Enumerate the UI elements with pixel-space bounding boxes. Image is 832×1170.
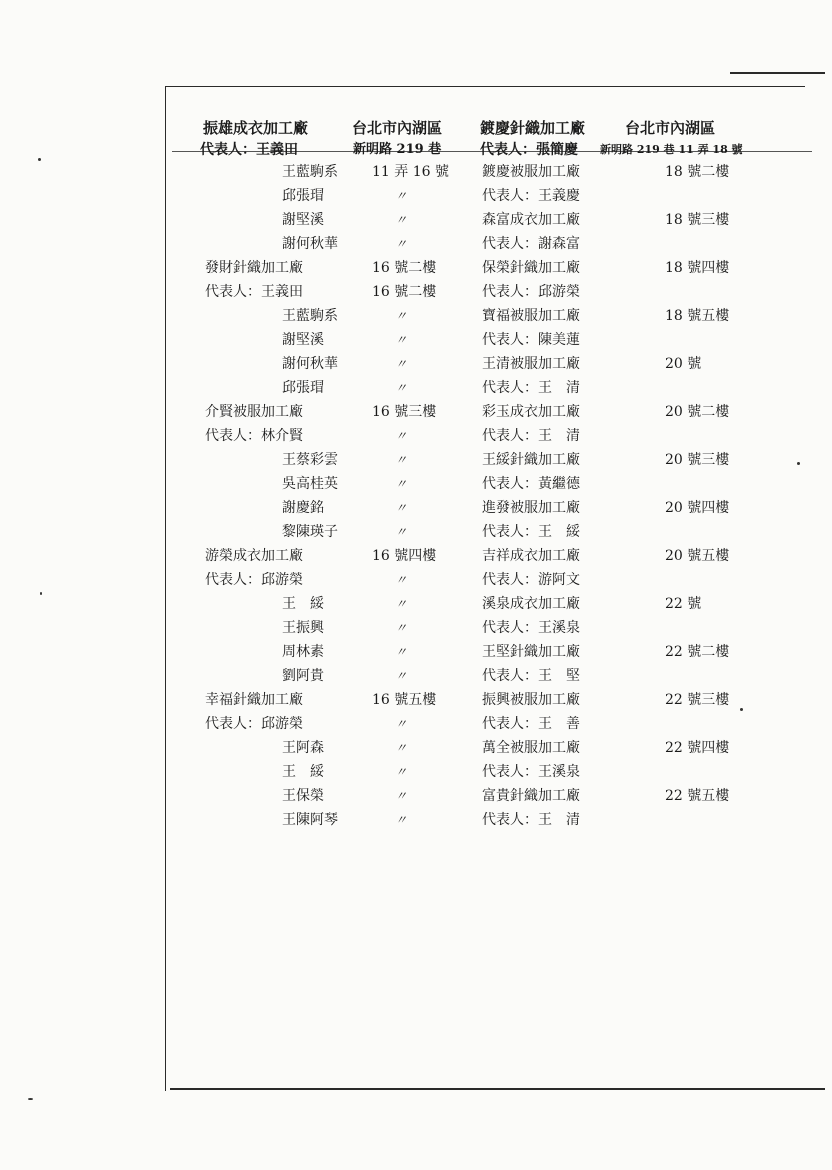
right-list-row xyxy=(0,736,832,760)
right-list-name: 代表人：王 善 xyxy=(482,716,580,732)
left-list-address: 〃 xyxy=(395,237,408,251)
left-list-name: 代表人：林介賢 xyxy=(205,428,303,444)
left-list-address: 〃 xyxy=(395,813,408,827)
right-list-address: 20 號五樓 xyxy=(665,548,730,564)
right-list-name: 吉祥成衣加工廠 xyxy=(482,548,580,564)
left-list-name: 吳高桂英 xyxy=(282,476,338,492)
right-list-name: 代表人：王溪泉 xyxy=(482,620,580,636)
left-list-name: 謝何秋華 xyxy=(282,356,338,372)
left-list-name: 介賢被服加工廠 xyxy=(205,404,303,420)
right-list-row xyxy=(0,304,832,328)
right-list-name: 振興被服加工廠 xyxy=(482,692,580,708)
left-list-address: 〃 xyxy=(395,501,408,515)
right-list-name: 王綏針織加工廠 xyxy=(482,452,580,468)
left-list-address: 〃 xyxy=(395,333,408,347)
left-list-name: 王 綏 xyxy=(282,596,324,612)
left-list-name: 王藍駒系 xyxy=(282,164,338,180)
header-left-factory: 振雄成衣加工廠 xyxy=(203,119,309,137)
left-list-name: 謝堅溪 xyxy=(282,212,324,228)
right-list-name: 代表人：王 堅 xyxy=(482,668,580,684)
right-list-address: 22 號五樓 xyxy=(665,788,730,804)
right-list-name: 代表人：王 清 xyxy=(482,380,580,396)
right-list-name: 代表人：游阿文 xyxy=(482,572,580,588)
left-list-address: 16 號五樓 xyxy=(372,692,437,708)
right-list-row xyxy=(0,760,832,784)
right-list-address: 20 號三樓 xyxy=(665,452,730,468)
left-list-name: 邱張瑁 xyxy=(282,380,324,396)
right-list-address: 18 號三樓 xyxy=(665,212,730,228)
right-list-row xyxy=(0,688,832,712)
header-row-2 xyxy=(0,138,832,162)
right-list-row xyxy=(0,280,832,304)
left-list-address: 16 號二樓 xyxy=(372,260,437,276)
left-list-name: 謝慶銘 xyxy=(282,500,324,516)
right-list-row xyxy=(0,208,832,232)
left-list-name: 王阿森 xyxy=(282,740,324,756)
right-list-name: 溪泉成衣加工廠 xyxy=(482,596,580,612)
page-border-top xyxy=(165,86,805,87)
left-list-address: 〃 xyxy=(395,429,408,443)
right-list-row xyxy=(0,352,832,376)
right-list-name: 森富成衣加工廠 xyxy=(482,212,580,228)
right-list-name: 王堅針織加工廠 xyxy=(482,644,580,660)
left-list-address: 〃 xyxy=(395,645,408,659)
right-list-row xyxy=(0,376,832,400)
left-list-name: 謝何秋華 xyxy=(282,236,338,252)
header-right-address: 新明路 219 巷 11 弄 18 號 xyxy=(600,143,743,156)
right-list-name: 代表人：謝森富 xyxy=(482,236,580,252)
left-list-address: 〃 xyxy=(395,357,408,371)
right-list-name: 進發被服加工廠 xyxy=(482,500,580,516)
left-list-name: 代表人：王義田 xyxy=(205,284,303,300)
right-list-name: 萬全被服加工廠 xyxy=(482,740,580,756)
header-left-address: 新明路 219 巷 xyxy=(353,142,442,157)
left-list-name: 代表人：邱游榮 xyxy=(205,716,303,732)
left-list-name: 周林素 xyxy=(282,644,324,660)
right-list-name: 富貴針織加工廠 xyxy=(482,788,580,804)
right-list-name: 代表人：陳美蓮 xyxy=(482,332,580,348)
left-list-name: 黎陳瑛子 xyxy=(282,524,338,540)
right-list-name: 王清被服加工廠 xyxy=(482,356,580,372)
left-list-name: 王陳阿琴 xyxy=(282,812,338,828)
right-list-row xyxy=(0,568,832,592)
right-list-row xyxy=(0,232,832,256)
right-list-name: 代表人：王義慶 xyxy=(482,188,580,204)
right-list-row xyxy=(0,592,832,616)
left-list-address: 〃 xyxy=(395,741,408,755)
scan-speck xyxy=(28,1098,33,1100)
left-list-name: 王 綏 xyxy=(282,764,324,780)
left-list-name: 王振興 xyxy=(282,620,324,636)
left-list-address: 〃 xyxy=(395,477,408,491)
header-left-rep: 代表人：王義田 xyxy=(200,142,298,158)
right-list-row xyxy=(0,520,832,544)
page-border-top-right xyxy=(730,72,825,74)
right-list-row xyxy=(0,472,832,496)
left-list-address: 〃 xyxy=(395,573,408,587)
left-list-name: 王蔡彩雲 xyxy=(282,452,338,468)
right-list-row xyxy=(0,664,832,688)
right-list-address: 20 號二樓 xyxy=(665,404,730,420)
left-list-address: 〃 xyxy=(395,525,408,539)
left-list-name: 代表人：邱游榮 xyxy=(205,572,303,588)
left-list-name: 幸福針織加工廠 xyxy=(205,692,303,708)
left-list-address: 16 號四樓 xyxy=(372,548,437,564)
right-list-row xyxy=(0,712,832,736)
right-list-row xyxy=(0,424,832,448)
left-list-address: 〃 xyxy=(395,309,408,323)
right-list-row xyxy=(0,808,832,832)
right-list-name: 代表人：王 綏 xyxy=(482,524,580,540)
right-list-row xyxy=(0,184,832,208)
left-list-name: 王藍駒系 xyxy=(282,308,338,324)
left-list-name: 發財針織加工廠 xyxy=(205,260,303,276)
left-list-name: 劉阿貴 xyxy=(282,668,324,684)
right-list-address: 18 號二樓 xyxy=(665,164,730,180)
right-list-address: 22 號二樓 xyxy=(665,644,730,660)
left-list-address: 〃 xyxy=(395,381,408,395)
right-list-name: 鍍慶被服加工廠 xyxy=(482,164,580,180)
header-left-location: 台北市內湖區 xyxy=(352,119,443,137)
left-list-address: 〃 xyxy=(395,453,408,467)
left-list-address: 〃 xyxy=(395,621,408,635)
header-right-location: 台北市內湖區 xyxy=(625,119,716,137)
right-list-address: 18 號四樓 xyxy=(665,260,730,276)
header-row-1 xyxy=(0,116,832,140)
left-list-address: 〃 xyxy=(395,213,408,227)
left-list-address: 〃 xyxy=(395,717,408,731)
right-list-row xyxy=(0,160,832,184)
right-list-name: 保榮針織加工廠 xyxy=(482,260,580,276)
left-list-address: 16 號三樓 xyxy=(372,404,437,420)
right-list-row xyxy=(0,448,832,472)
header-right-factory: 鍍慶針織加工廠 xyxy=(480,119,586,137)
right-list-row xyxy=(0,496,832,520)
right-list-name: 寶福被服加工廠 xyxy=(482,308,580,324)
right-list-row xyxy=(0,544,832,568)
page-border-bottom xyxy=(170,1088,825,1090)
right-list-name: 彩玉成衣加工廠 xyxy=(482,404,580,420)
left-list-address: 16 號二樓 xyxy=(372,284,437,300)
left-list-name: 邱張瑁 xyxy=(282,188,324,204)
left-list-address: 〃 xyxy=(395,765,408,779)
header-right-rep: 代表人：張簡慶 xyxy=(480,142,578,158)
right-list-row xyxy=(0,616,832,640)
right-list-address: 22 號四樓 xyxy=(665,740,730,756)
left-list-address: 〃 xyxy=(395,669,408,683)
right-list-row xyxy=(0,640,832,664)
right-list-address: 20 號四樓 xyxy=(665,500,730,516)
right-list-address: 22 號三樓 xyxy=(665,692,730,708)
right-list-row xyxy=(0,784,832,808)
right-list-name: 代表人：王 清 xyxy=(482,812,580,828)
left-list-name: 王保榮 xyxy=(282,788,324,804)
right-list-name: 代表人：邱游榮 xyxy=(482,284,580,300)
left-list-address: 〃 xyxy=(395,789,408,803)
right-list-address: 18 號五樓 xyxy=(665,308,730,324)
right-list-address: 20 號 xyxy=(665,356,702,372)
left-list-name: 游榮成衣加工廠 xyxy=(205,548,303,564)
left-list-address: 〃 xyxy=(395,189,408,203)
right-list-row xyxy=(0,400,832,424)
right-list-row xyxy=(0,256,832,280)
right-list-row xyxy=(0,328,832,352)
left-list-name: 謝堅溪 xyxy=(282,332,324,348)
left-list-address: 〃 xyxy=(395,597,408,611)
right-list-name: 代表人：王 清 xyxy=(482,428,580,444)
left-list-address: 11 弄 16 號 xyxy=(372,164,449,180)
right-list-name: 代表人：黃繼德 xyxy=(482,476,580,492)
right-list-name: 代表人：王溪泉 xyxy=(482,764,580,780)
right-list-address: 22 號 xyxy=(665,596,702,612)
